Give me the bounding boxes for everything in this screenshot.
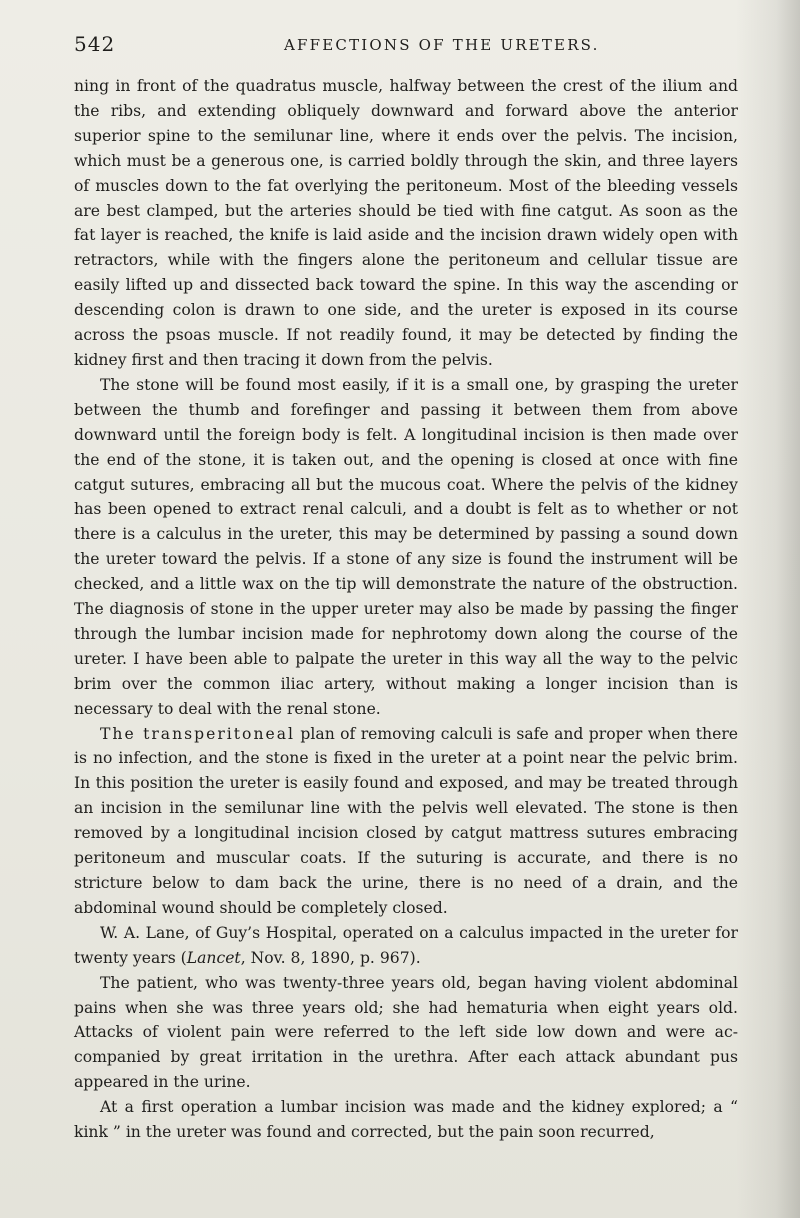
paragraph-6: At a first operation a lumbar incision was made and the kidney explored; a “ kink ” in the ureter was found and corrected, but the pain soon recurred,	[74, 1098, 738, 1142]
paragraph-2: The stone will be found most easily, if it is a small one, by grasping the ureter between the thumb and forefinger and passing it between them from above downward until the foreign body is felt. A longitudinal incision is then made over the end of the stone, it is taken out, and the opening is closed at once with fine catgut sutures, embracing all but the mucous coat. Where the pelvis of the kidney has been opened to extract renal calculi, and a doubt is felt as to whether or not there is a calculus in the ureter, this may be determined by passing a sound down the ureter toward the pelvis. If a stone of any size is found the instrument will be checked, and a little wax on the tip will demonstrate the nature of the obstruction. The diagnosis of stone in the upper ureter may also be made by passing the finger through the lumbar incision made for nephrotomy down along the course of the ureter. I have been able to palpate the ureter in this way all the way to the pelvic brim over the common iliac artery, without making a longer incision than is necessary to deal with the renal stone.	[74, 375, 738, 718]
book-page	[74, 32, 738, 1145]
body-text	[74, 74, 738, 1145]
paragraph-3	[74, 722, 738, 921]
paragraph-4-before: W. A. Lane, of Guy’s Hospital, operated on a calculus impacted in the ureter for twenty years (	[74, 923, 738, 967]
paragraph-1: ning in front of the quadratus muscle, halfway between the crest of the ilium and the ribs, and extending obliquely downward and forward above the anterior superior spine to the semilunar line, where it ends over the pelvis. The incision, which must be a generous one, is carried boldly through the skin, and three layers of muscles down to the fat overlying the peritoneum. Most of the bleeding vessels are best clamped, but the arteries should be tied with fine catgut. As soon as the fat layer is reached, the knife is laid aside and the incision drawn widely open with retractors, while with the fingers alone the peritoneum and cellular tissue are easily lifted up and dissected back toward the spine. In this way the ascending or descending colon is drawn to one side, and the ureter is exposed in its course across the psoas muscle. If not readily found, it may be detected by finding the kidney first and then tracing it down from the pelvis.	[74, 77, 738, 369]
running-title: AFFECTIONS OF THE URETERS.	[284, 36, 600, 54]
paragraph-4	[74, 921, 738, 971]
paragraph-3-lead: The transperitoneal	[100, 724, 296, 743]
paragraph-4-after: , Nov. 8, 1890, p. 967).	[240, 948, 421, 967]
running-head	[74, 32, 738, 54]
page-number: 542	[74, 32, 116, 56]
journal-name: Lancet	[186, 948, 241, 967]
paragraph-3-text: plan of removing calculi is safe and proper when there is no infection, and the stone is fixed in the ureter at a point near the pelvic brim. In this position the ureter is easily found and exposed, and may be treated through an incision in the semilunar line with the pelvis well elevated. The stone is then removed by a longitudinal incision closed by catgut mattress sutures embracing peritoneum and muscular coats. If the suturing is accurate, and there is no stricture below to dam back the urine, there is no need of a drain, and the abdominal wound should be completely closed.	[74, 724, 739, 917]
paragraph-5: The patient, who was twenty-three years old, began having violent abdominal pains when she was three years old; she had hematuria when eight years old. Attacks of violent pain were referred to the left side low down and were accompanied by great irritation in the urethra. After each attack abundant pus appeared in the urine.	[74, 973, 738, 1092]
